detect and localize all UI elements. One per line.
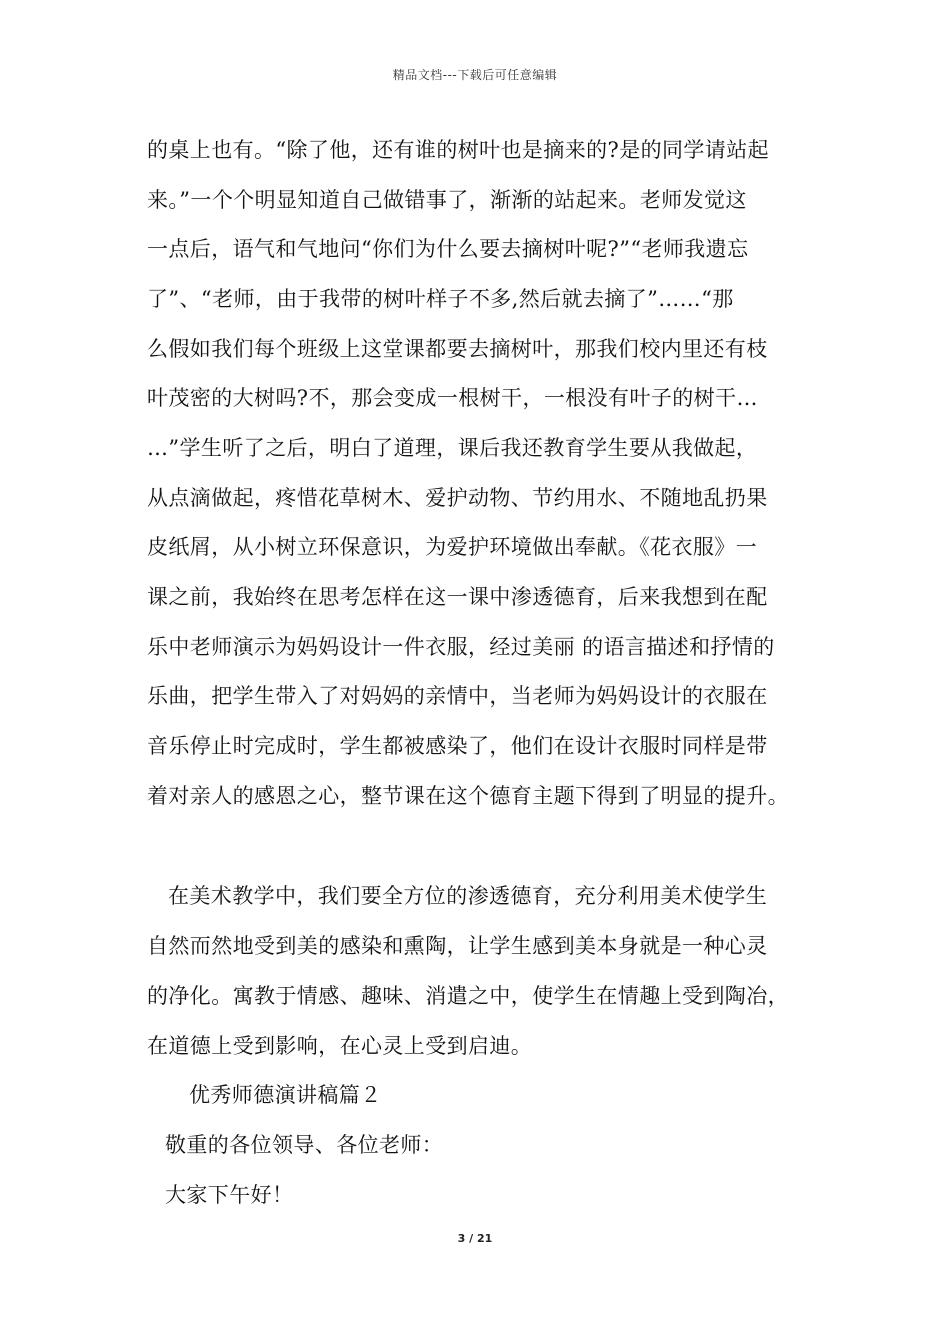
paragraph-1-line-2: 来。”一个个明显知道自己做错事了，渐渐的站起来。老师发觉这 [147, 188, 747, 212]
greeting: 大家下午好！ [165, 1183, 294, 1207]
document-header: 精品文档---下载后可任意编辑 [392, 68, 558, 82]
paragraph-2-line-1: 在美术教学中，我们要全方位的渗透德育，充分利用美术使学生 [168, 884, 768, 908]
paragraph-1-line-1: 的桌上也有。“除了他，还有谁的树叶也是摘来的?是的同学请站起 [147, 138, 769, 162]
paragraph-2-line-3: 的净化。寓教于情感、趣味、消遣之中，使学生在情趣上受到陶冶， [147, 984, 789, 1008]
paragraph-2-line-4: 在道德上受到影响，在心灵上受到启迪。 [147, 1034, 533, 1058]
section-title: 优秀师德演讲稿篇２ [189, 1083, 382, 1107]
page-indicator: 3 / 21 [457, 1232, 493, 1245]
paragraph-1-line-14: 着对亲人的感恩之心，整节课在这个德育主题下得到了明显的提升。 [147, 784, 789, 808]
paragraph-1-line-13: 音乐停止时完成时，学生都被感染了，他们在设计衣服时同样是带 [147, 734, 768, 758]
paragraph-1-line-6: 叶茂密的大树吗?不，那会变成一根树干，一根没有叶子的树干… [147, 386, 758, 410]
paragraph-1-line-10: 课之前，我始终在思考怎样在这一课中渗透德育，后来我想到在配 [147, 585, 768, 609]
paragraph-1-line-3: 一点后，语气和气地问“你们为什么要去摘树叶呢?”“老师我遗忘 [147, 237, 749, 261]
paragraph-1-line-4: 了”、“老师，由于我带的树叶样子不多,然后就去摘了”……“那 [147, 287, 734, 311]
paragraph-1-line-8: 从点滴做起，疼惜花草树木、爱护动物、节约用水、不随地乱扔果 [147, 486, 768, 510]
paragraph-1-line-9: 皮纸屑，从小树立环保意识，为爱护环境做出奉献。《花衣服》一 [147, 535, 758, 559]
paragraph-1-line-11: 乐中老师演示为妈妈设计一件衣服，经过美丽 的语言描述和抒情的 [147, 635, 775, 659]
salutation: 敬重的各位领导、各位老师： [165, 1133, 444, 1157]
paragraph-1-line-12: 乐曲，把学生带入了对妈妈的亲情中，当老师为妈妈设计的衣服在 [147, 684, 768, 708]
paragraph-2-line-2: 自然而然地受到美的感染和熏陶，让学生感到美本身就是一种心灵 [147, 934, 768, 958]
paragraph-1-line-7: …”学生听了之后，明白了道理，课后我还教育学生要从我做起， [147, 436, 758, 460]
paragraph-1-line-5: 么假如我们每个班级上这堂课都要去摘树叶，那我们校内里还有枝 [147, 337, 768, 361]
